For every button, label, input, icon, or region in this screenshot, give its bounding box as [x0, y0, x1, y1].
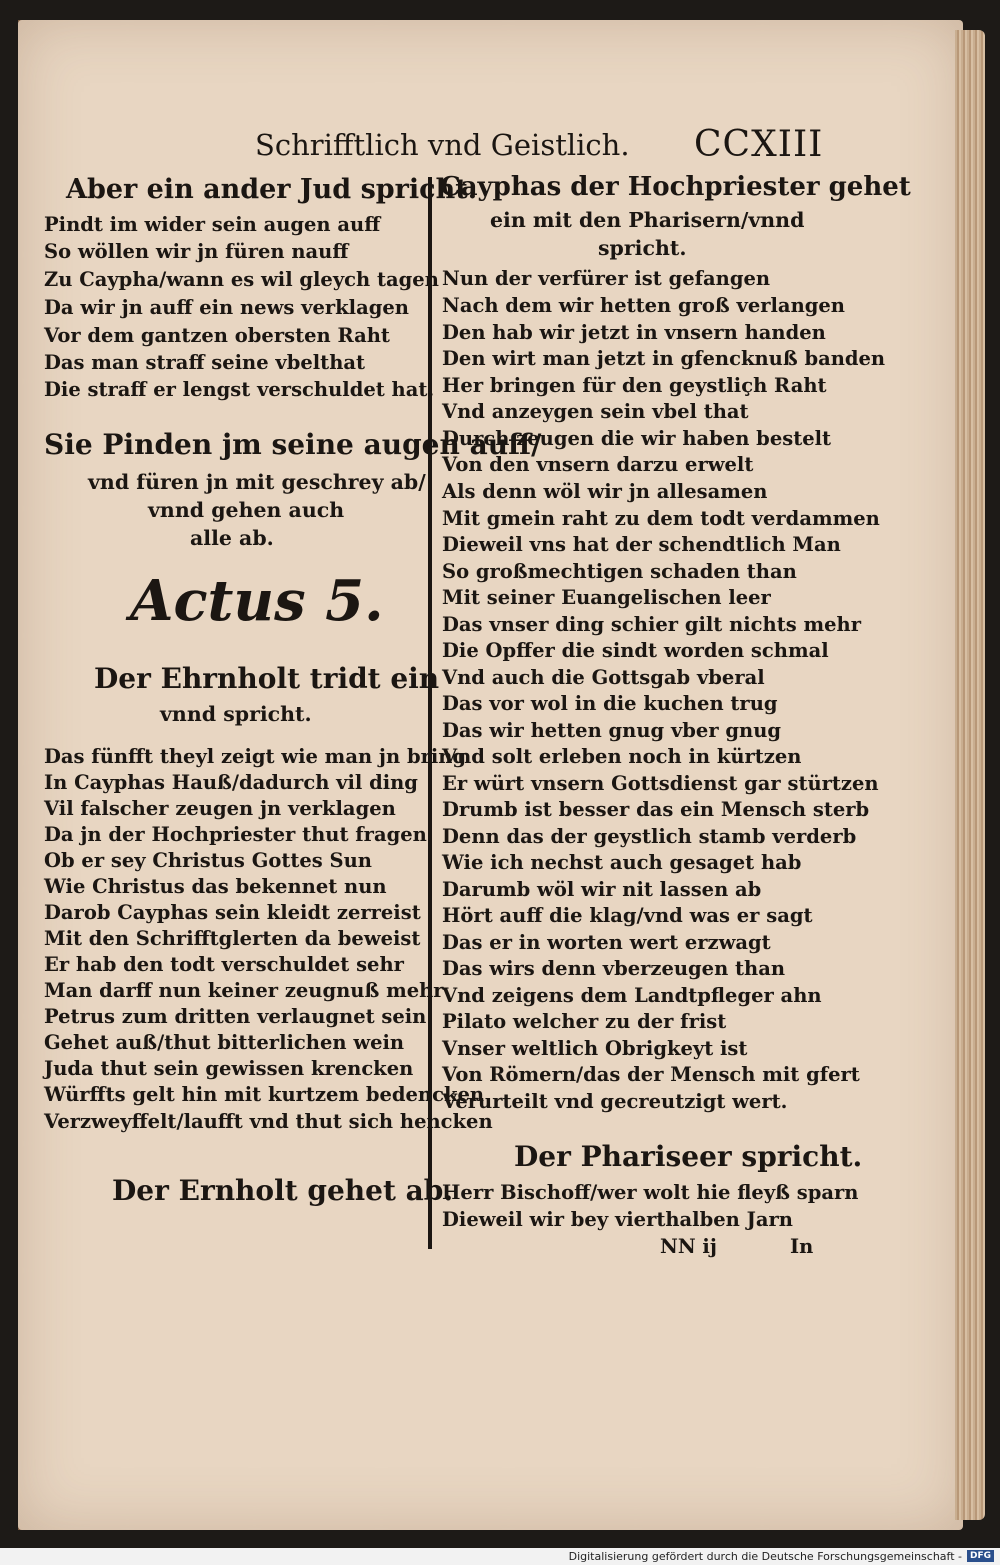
verse-line: Würffts gelt hin mit kurtzem bedencken	[44, 1083, 485, 1106]
page-edges	[955, 30, 985, 1520]
verse-line: So wöllen wir jn füren nauff	[44, 240, 349, 263]
verse-line: Mit seiner Euangelischen leer	[442, 586, 771, 609]
verse-line: Herr Bischoff/wer wolt hie fleyß sparn	[442, 1181, 859, 1204]
verse-line: Den wirt man jetzt in gfencknuß banden	[442, 347, 886, 370]
verse-line: Darumb wöl wir nit lassen ab	[442, 878, 762, 901]
verse-line: Dieweil wir bey vierthalben Jarn	[442, 1208, 793, 1231]
verse-line: Durch zeugen die wir haben bestelt	[442, 427, 832, 450]
footer-credit: Digitalisierung gefördert durch die Deutsche Forschungsgemeinschaft -	[568, 1550, 962, 1563]
verse-line: So großmechtigen schaden than	[442, 560, 797, 583]
verse-line: Pilato welcher zu der frist	[442, 1010, 727, 1033]
stage-line: vnd füren jn mit geschrey ab/	[88, 470, 426, 494]
verse-line: Her bringen für den geystliçh Raht	[442, 374, 827, 397]
heading-line: spricht.	[598, 236, 687, 260]
heading-line: Der Ehrnholt tridt ein	[94, 662, 440, 695]
verse-line: Er würt vnsern Gottsdienst gar stürtzen	[442, 772, 879, 795]
verse-line: Verzweyffelt/laufft vnd thut sich hencken	[44, 1110, 493, 1133]
verse-line: Nun der verfürer ist gefangen	[442, 267, 771, 290]
verse-line: Die straff er lengst verschuldet hat.	[44, 378, 435, 401]
verse-line: Das fünfft theyl zeigt wie man jn bring	[44, 745, 467, 768]
verse-line: Vnd solt erleben noch in kürtzen	[442, 745, 802, 768]
stage-line: Sie Pinden jm seine augen auff/	[44, 428, 542, 461]
verse-line: Vnd auch die Gottsgab vberal	[442, 666, 765, 689]
verse-line: Petrus zum dritten verlaugnet sein	[44, 1005, 427, 1028]
verse-line: Das wirs denn vberzeugen than	[442, 957, 786, 980]
verse-line: Wie Christus das bekennet nun	[44, 875, 387, 898]
verse-line: Vnd anzeygen sein vbel that	[442, 400, 749, 423]
dfg-logo: DFG	[967, 1550, 994, 1562]
verse-line: Das vor wol in die kuchen trug	[442, 692, 778, 715]
verse-line: Verurteilt vnd gecreutzigt wert.	[442, 1090, 788, 1113]
heading-line: vnnd spricht.	[160, 702, 312, 726]
verse-line: Vnd zeigens dem Landtpfleger ahn	[442, 984, 822, 1007]
verse-line: Da jn der Hochpriester thut fragen	[44, 823, 427, 846]
verse-line: Mit gmein raht zu dem todt verdammen	[442, 507, 880, 530]
stage-line: alle ab.	[190, 526, 274, 550]
verse-line: Juda thut sein gewissen krencken	[44, 1057, 414, 1080]
catchword: In	[790, 1235, 814, 1258]
verse-line: Vnser weltlich Obrigkeyt ist	[442, 1037, 748, 1060]
verse-line: Er hab den todt verschuldet sehr	[44, 953, 404, 976]
verse-line: Das man straff seine vbelthat	[44, 351, 366, 374]
stage-line: vnnd gehen auch	[148, 498, 345, 522]
right-heading-2: Der Phariseer spricht.	[514, 1140, 863, 1173]
verse-line: Als denn wöl wir jn allesamen	[442, 480, 768, 503]
verse-line: Vil falscher zeugen jn verklagen	[44, 797, 396, 820]
verse-line: Darob Cayphas sein kleidt zerreist	[44, 901, 421, 924]
verse-line: Wie ich nechst auch gesaget hab	[442, 851, 802, 874]
verse-line: Hört auff die klag/vnd was er sagt	[442, 904, 813, 927]
heading-line: ein mit den Pharisern/vnnd	[490, 208, 805, 232]
verse-line: Dieweil vns hat der schendtlich Man	[442, 533, 841, 556]
verse-line: Das vnser ding schier gilt nichts mehr	[442, 613, 861, 636]
verse-line: Ob er sey Christus Gottes Sun	[44, 849, 372, 872]
verse-line: Das er in worten wert erzwagt	[442, 931, 771, 954]
heading-line: Cayphas der Hochpriester gehet	[440, 172, 911, 202]
verse-line: Nach dem wir hetten groß verlangen	[442, 294, 845, 317]
left-exit-direction: Der Ernholt gehet ab.	[112, 1174, 454, 1207]
verse-line: Drumb ist besser das ein Mensch sterb	[442, 798, 870, 821]
verse-line: Das wir hetten gnug vber gnug	[442, 719, 782, 742]
verse-line: Pindt im wider sein augen auff	[44, 213, 381, 236]
verse-line: Da wir jn auff ein news verklagen	[44, 296, 409, 319]
footer-bar	[0, 1548, 1000, 1565]
running-title: Schrifftlich vnd Geistlich.	[255, 128, 630, 162]
verse-line: Den hab wir jetzt in vnsern handen	[442, 321, 826, 344]
verse-line: Mit den Schrifftglerten da beweist	[44, 927, 421, 950]
signature-mark: NN ij	[660, 1235, 717, 1258]
verse-line: Von den vnsern darzu erwelt	[442, 453, 754, 476]
folio-number: CCXIII	[694, 124, 824, 165]
verse-line: Gehet auß/thut bitterlichen wein	[44, 1031, 405, 1054]
verse-line: Denn das der geystlich stamb verderb	[442, 825, 857, 848]
left-heading-1: Aber ein ander Jud spricht.	[66, 174, 478, 205]
verse-line: Vor dem gantzen obersten Raht	[44, 324, 390, 347]
verse-line: In Cayphas Hauß/dadurch vil ding	[44, 771, 418, 794]
verse-line: Zu Caypha/wann es wil gleych tagen	[44, 268, 439, 291]
act-title: Actus 5.	[130, 568, 384, 634]
verse-line: Man darff nun keiner zeugnuß mehr	[44, 979, 444, 1002]
verse-line: Die Opffer die sindt worden schmal	[442, 639, 829, 662]
verse-line: Von Römern/das der Mensch mit gfert	[442, 1063, 860, 1086]
